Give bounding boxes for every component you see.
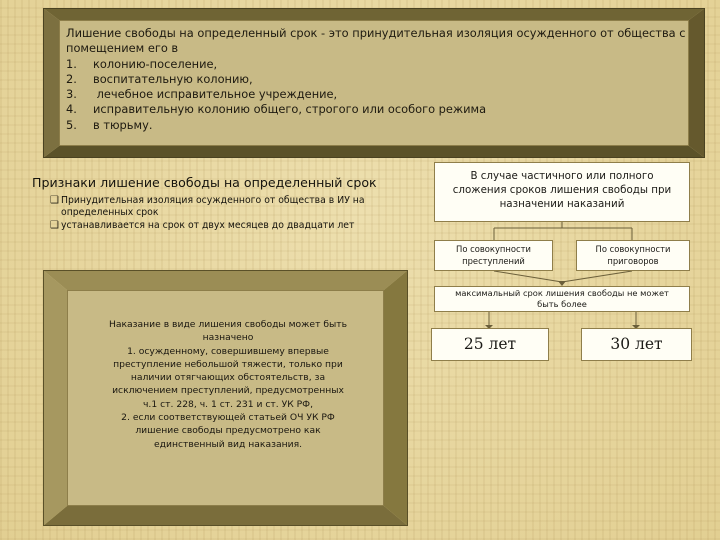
checkbox-bullet-icon: ❑ <box>50 220 59 231</box>
punishment-text: Наказание в виде лишения свободы может быть назначено 1. осужденному, совершившему впервые преступление небольшой тяжести, только при наличии отягчающих обстоятельств, за исключением преступлений, предусмотренных ч.1 ст. 228, ч. 1 ст. 231 и ст. УК РФ, 2. если соответствующей статьей ОЧ УК РФ лишение свободы предусмотрено как единственный вид наказания. <box>108 319 348 450</box>
max-term-box: максимальный срок лишения свободы не может быть более <box>434 286 690 312</box>
crimes-aggregate-box: По совокупности преступлений <box>434 240 553 271</box>
term-25-years-box: 25 лет <box>431 328 549 361</box>
definition-item: 4. исправительную колонию общего, строгого или особого режима <box>66 102 487 117</box>
definition-intro: Лишение свободы на определенный срок - это принудительная изоляция осужденного от общества с помещением его в <box>66 26 686 56</box>
signs-title: Признаки лишение свободы на определенный срок <box>32 175 377 190</box>
checkbox-bullet-icon: ❑ <box>50 195 59 206</box>
list-item: ❑ устанавливается на срок от двух месяцев до двадцати лет <box>50 220 355 231</box>
definition-item: 3. лечебное исправительное учреждение, <box>66 87 338 102</box>
connector-line <box>562 271 632 282</box>
term-30-years-box: 30 лет <box>581 328 692 361</box>
sentences-aggregate-box: По совокупности приговоров <box>576 240 690 271</box>
definition-item: 5. в тюрьму. <box>66 117 153 132</box>
definition-item: 1. колонию-поселение, <box>66 56 218 71</box>
connector-line <box>494 271 562 282</box>
partial-addition-box: В случае частичного или полного сложения сроков лишения свободы при назначении наказаний <box>434 162 690 222</box>
list-item: ❑ Принудительная изоляция осужденного от общества в ИУ на определенных срок <box>50 195 365 218</box>
definition-item: 2. воспитательную колонию, <box>66 71 253 86</box>
